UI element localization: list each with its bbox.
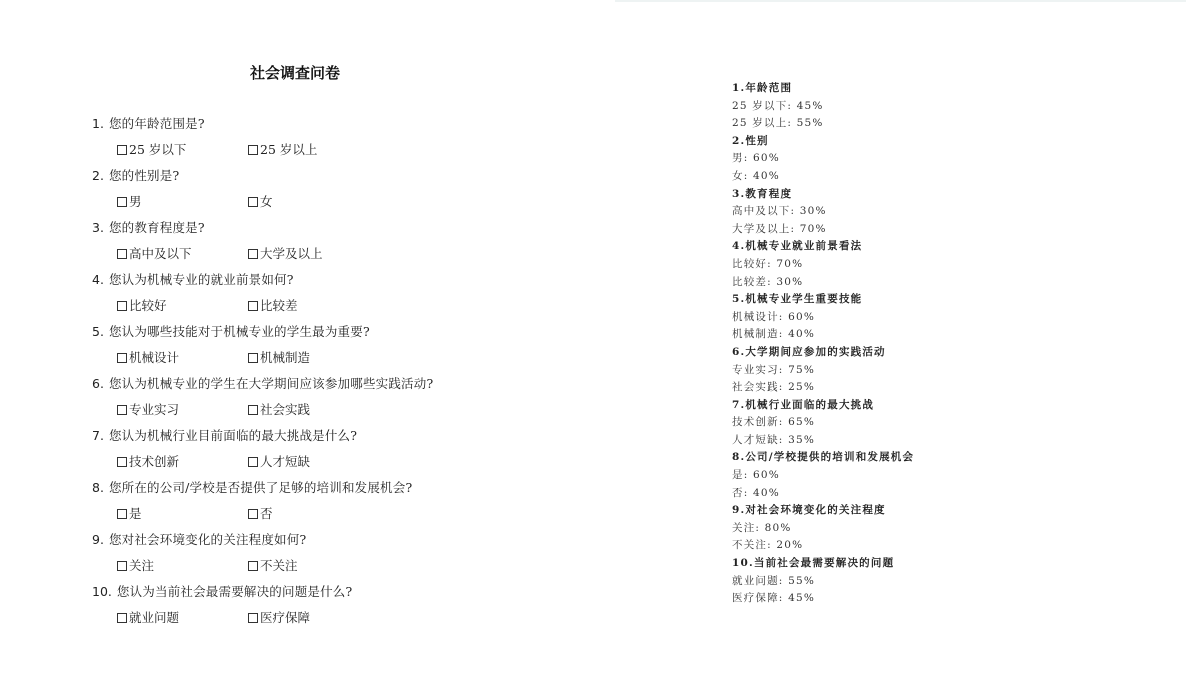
checkbox-icon[interactable] <box>248 613 258 623</box>
result-value: 女: 40% <box>732 169 780 182</box>
checkbox-icon[interactable] <box>117 561 127 571</box>
answer-option[interactable] <box>248 609 310 627</box>
result-group-1 <box>732 80 1032 133</box>
result-title: 7.机械行业面临的最大挑战 <box>732 398 875 411</box>
result-value: 25 岁以下: 45% <box>732 99 824 112</box>
option-label: 女 <box>260 194 273 209</box>
answer-option[interactable] <box>248 557 298 575</box>
question-5 <box>92 323 632 375</box>
answer-option[interactable] <box>117 505 142 523</box>
result-value: 机械设计: 60% <box>732 310 816 323</box>
question-list <box>92 115 632 635</box>
option-row <box>117 557 632 575</box>
question-number: 2. <box>92 168 104 183</box>
option-label: 人才短缺 <box>260 454 311 469</box>
option-row <box>117 349 632 367</box>
result-group-7 <box>732 397 1032 450</box>
option-label: 技术创新 <box>129 454 180 469</box>
question-number: 8. <box>92 480 104 495</box>
option-row <box>117 453 632 471</box>
checkbox-icon[interactable] <box>117 405 127 415</box>
result-title: 6.大学期间应参加的实践活动 <box>732 345 886 358</box>
result-title: 3.教育程度 <box>732 187 793 200</box>
result-group-5 <box>732 291 1032 344</box>
question-6 <box>92 375 632 427</box>
result-title: 1.年龄范围 <box>732 82 793 94</box>
option-label: 就业问题 <box>129 610 180 625</box>
answer-option[interactable] <box>117 401 179 419</box>
answer-option[interactable] <box>248 349 310 367</box>
option-label: 关注 <box>129 558 155 573</box>
option-row <box>117 609 632 627</box>
option-label: 大学及以上 <box>260 246 323 261</box>
answer-option[interactable] <box>248 453 310 471</box>
option-label: 比较差 <box>260 298 298 313</box>
question-number: 4. <box>92 272 104 287</box>
answer-option[interactable] <box>117 245 192 263</box>
question-text <box>92 167 632 193</box>
question-number: 9. <box>92 532 104 547</box>
result-value: 专业实习: 75% <box>732 363 816 376</box>
result-value: 是: 60% <box>732 469 780 482</box>
result-title: 8.公司/学校提供的培训和发展机会 <box>732 451 915 464</box>
question-text <box>92 115 632 141</box>
question-label: 您对社会环境变化的关注程度如何? <box>108 532 307 547</box>
checkbox-icon[interactable] <box>248 561 258 571</box>
result-title: 4.机械专业就业前景看法 <box>732 240 863 253</box>
result-value: 人才短缺: 35% <box>732 433 816 446</box>
option-label: 高中及以下 <box>129 246 192 261</box>
option-label: 25 岁以下 <box>129 142 187 157</box>
question-text <box>92 427 632 453</box>
checkbox-icon[interactable] <box>248 301 258 311</box>
question-text <box>92 271 632 297</box>
result-value: 技术创新: 65% <box>732 416 816 429</box>
checkbox-icon[interactable] <box>248 197 258 207</box>
answer-option[interactable] <box>117 557 154 575</box>
question-number: 10. <box>92 584 112 599</box>
answer-option[interactable] <box>117 453 179 471</box>
option-label: 社会实践 <box>260 402 311 417</box>
checkbox-icon[interactable] <box>117 509 127 519</box>
question-label: 您认为哪些技能对于机械专业的学生最为重要? <box>108 324 370 339</box>
checkbox-icon[interactable] <box>248 509 258 519</box>
answer-option[interactable] <box>117 193 142 211</box>
question-text <box>92 479 632 505</box>
question-text <box>92 583 632 609</box>
question-text <box>92 323 632 349</box>
checkbox-icon[interactable] <box>117 145 127 155</box>
question-3 <box>92 219 632 271</box>
question-8 <box>92 479 632 531</box>
result-value: 25 岁以上: 55% <box>732 117 824 130</box>
result-value: 医疗保障: 45% <box>732 592 816 605</box>
result-value: 高中及以下: 30% <box>732 205 827 218</box>
result-group-2 <box>732 133 1032 186</box>
result-group-10 <box>732 555 1032 608</box>
answer-option[interactable] <box>248 297 298 315</box>
result-value: 社会实践: 25% <box>732 381 816 394</box>
question-7 <box>92 427 632 479</box>
option-row <box>117 297 632 315</box>
result-group-8 <box>732 449 1032 502</box>
answer-option[interactable] <box>117 297 167 315</box>
result-value: 机械制造: 40% <box>732 328 816 341</box>
option-label: 男 <box>129 194 142 209</box>
answer-option[interactable] <box>248 401 310 419</box>
question-text <box>92 531 632 557</box>
result-group-6 <box>732 344 1032 397</box>
checkbox-icon[interactable] <box>117 457 127 467</box>
result-value: 就业问题: 55% <box>732 574 816 587</box>
question-label: 您认为机械专业的学生在大学期间应该参加哪些实践活动? <box>108 376 434 391</box>
question-number: 6. <box>92 376 104 391</box>
checkbox-icon[interactable] <box>117 613 127 623</box>
option-label: 比较好 <box>129 298 167 313</box>
answer-option[interactable] <box>117 141 186 159</box>
option-row <box>117 505 632 523</box>
result-group-3 <box>732 186 1032 239</box>
checkbox-icon[interactable] <box>117 197 127 207</box>
top-divider <box>615 0 1186 2</box>
survey-title: 社会调查问卷 <box>250 64 341 82</box>
question-label: 您的年龄范围是? <box>108 116 205 131</box>
answer-option[interactable] <box>248 505 273 523</box>
option-label: 专业实习 <box>129 402 180 417</box>
checkbox-icon[interactable] <box>248 353 258 363</box>
result-title: 10.当前社会最需要解决的问题 <box>732 557 895 570</box>
answer-option[interactable] <box>248 141 317 159</box>
option-label: 机械制造 <box>260 350 311 365</box>
question-9 <box>92 531 632 583</box>
checkbox-icon[interactable] <box>117 353 127 363</box>
checkbox-icon[interactable] <box>248 145 258 155</box>
checkbox-icon[interactable] <box>248 405 258 415</box>
result-title: 9.对社会环境变化的关注程度 <box>732 504 886 517</box>
option-label: 医疗保障 <box>260 610 311 625</box>
option-label: 机械设计 <box>129 350 180 365</box>
result-value: 大学及以上: 70% <box>732 222 827 235</box>
result-group-4 <box>732 238 1032 291</box>
question-10 <box>92 583 632 635</box>
question-label: 您所在的公司/学校是否提供了足够的培训和发展机会? <box>108 480 413 495</box>
answer-option[interactable] <box>248 245 323 263</box>
option-label: 否 <box>260 506 273 521</box>
result-value: 不关注: 20% <box>732 539 804 552</box>
option-row <box>117 141 632 159</box>
question-4 <box>92 271 632 323</box>
option-row <box>117 401 632 419</box>
question-label: 您的教育程度是? <box>108 220 205 235</box>
question-label: 您认为机械专业的就业前景如何? <box>108 272 294 287</box>
result-value: 比较差: 30% <box>732 275 804 288</box>
question-number: 3. <box>92 220 104 235</box>
question-2 <box>92 167 632 219</box>
result-value: 男: 60% <box>732 152 780 165</box>
option-label: 不关注 <box>260 558 298 573</box>
result-value: 否: 40% <box>732 486 780 499</box>
answer-option[interactable] <box>248 193 273 211</box>
option-label: 25 岁以上 <box>260 142 318 157</box>
checkbox-icon[interactable] <box>117 301 127 311</box>
option-row <box>117 245 632 263</box>
question-number: 7. <box>92 428 104 443</box>
result-value: 关注: 80% <box>732 521 792 534</box>
checkbox-icon[interactable] <box>248 457 258 467</box>
results-summary <box>732 80 1032 608</box>
answer-option[interactable] <box>117 609 179 627</box>
checkbox-icon[interactable] <box>117 249 127 259</box>
option-row <box>117 193 632 211</box>
question-number: 5. <box>92 324 104 339</box>
checkbox-icon[interactable] <box>248 249 258 259</box>
question-label: 您认为当前社会最需要解决的问题是什么? <box>116 584 353 599</box>
result-value: 比较好: 70% <box>732 257 804 270</box>
question-1 <box>92 115 632 167</box>
result-title: 5.机械专业学生重要技能 <box>732 293 863 306</box>
question-number: 1. <box>92 116 104 131</box>
question-label: 您的性别是? <box>108 168 180 183</box>
result-group-9 <box>732 502 1032 555</box>
result-title: 2.性别 <box>732 134 769 147</box>
option-label: 是 <box>129 506 142 521</box>
question-label: 您认为机械行业目前面临的最大挑战是什么? <box>108 428 358 443</box>
question-text <box>92 375 632 401</box>
answer-option[interactable] <box>117 349 179 367</box>
question-text <box>92 219 632 245</box>
